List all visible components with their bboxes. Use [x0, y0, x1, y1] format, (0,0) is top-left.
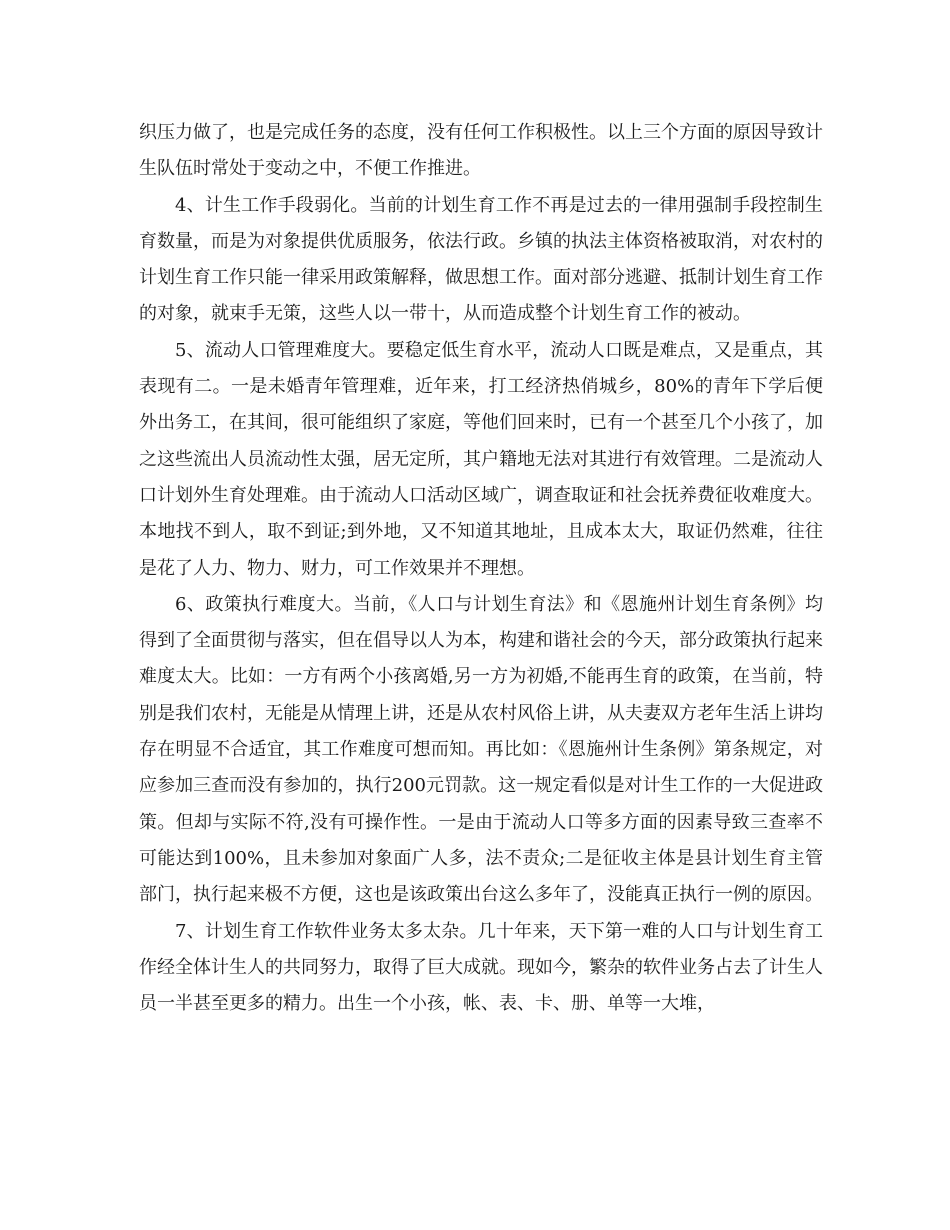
paragraph-6-policy-execution: 6、政策执行难度大。当前，《人口与计划生育法》和《恩施州计划生育条例》均得到了全面贯彻与落实，但在倡导以人为本，构建和谐社会的今天，部分政策执行起来难度太大。比如：一方有两个小孩离婚,另一方为初婚,不能再生育的政策，在当前，特别是我们农村，无能是从情理上讲，还是从农村风俗上讲，从夫妻双方老年生活上讲均存在明显不合适宜，其工作难度可想而知。再比如：《恩施州计生条例》第条规定，对应参加三查而没有参加的，执行200元罚款。这一规定看似是对计生工作的一大促进政策。但却与实际不符,没有可操作性。一是由于流动人口等多方面的因素导致三查率不可能达到100%，且未参加对象面广人多，法不责众;二是征收主体是县计划生育主管部门，执行起来极不方便，这也是该政策出台这么多年了，没能真正执行一例的原因。: [139, 593, 823, 906]
paragraph-4-means-weakened: 4、计生工作手段弱化。当前的计划生育工作不再是过去的一律用强制手段控制生育数量，而是为对象提供优质服务，依法行政。乡镇的执法主体资格被取消，对农村的计划生育工作只能一律采用政策解释，做思想工作。面对部分逃避、抵制计划生育工作的对象，就束手无策，这些人以一带十，从而造成整个计划生育工作的被动。: [139, 194, 823, 325]
paragraph-continuation: 织压力做了，也是完成任务的态度，没有任何工作积极性。以上三个方面的原因导致计生队伍时常处于变动之中，不便工作推进。: [139, 122, 823, 180]
paragraph-7-software-tasks: 7、计划生育工作软件业务太多太杂。几十年来，天下第一难的人口与计划生育工作经全体计生人的共同努力，取得了巨大成就。现如今，繁杂的软件业务占去了计生人员一半甚至更多的精力。出生一个小孩，帐、表、卡、册、单等一大堆，: [139, 920, 823, 1015]
document-body: [139, 115, 823, 1022]
paragraph-5-floating-population: 5、流动人口管理难度大。要稳定低生育水平，流动人口既是难点，又是重点，其表现有二。一是未婚青年管理难，近年来，打工经济热俏城乡，80%的青年下学后便外出务工，在其间，很可能组织了家庭，等他们回来时，已有一个甚至几个小孩了，加之这些流出人员流动性太强，居无定所，其户籍地无法对其进行有效管理。二是流动人口计划外生育处理难。由于流动人口活动区域广，调查取证和社会抚养费征收难度大。本地找不到人，取不到证;到外地，又不知道其地址，且成本太大，取证仍然难，往往是花了人力、物力、财力，可工作效果并不理想。: [139, 339, 823, 579]
